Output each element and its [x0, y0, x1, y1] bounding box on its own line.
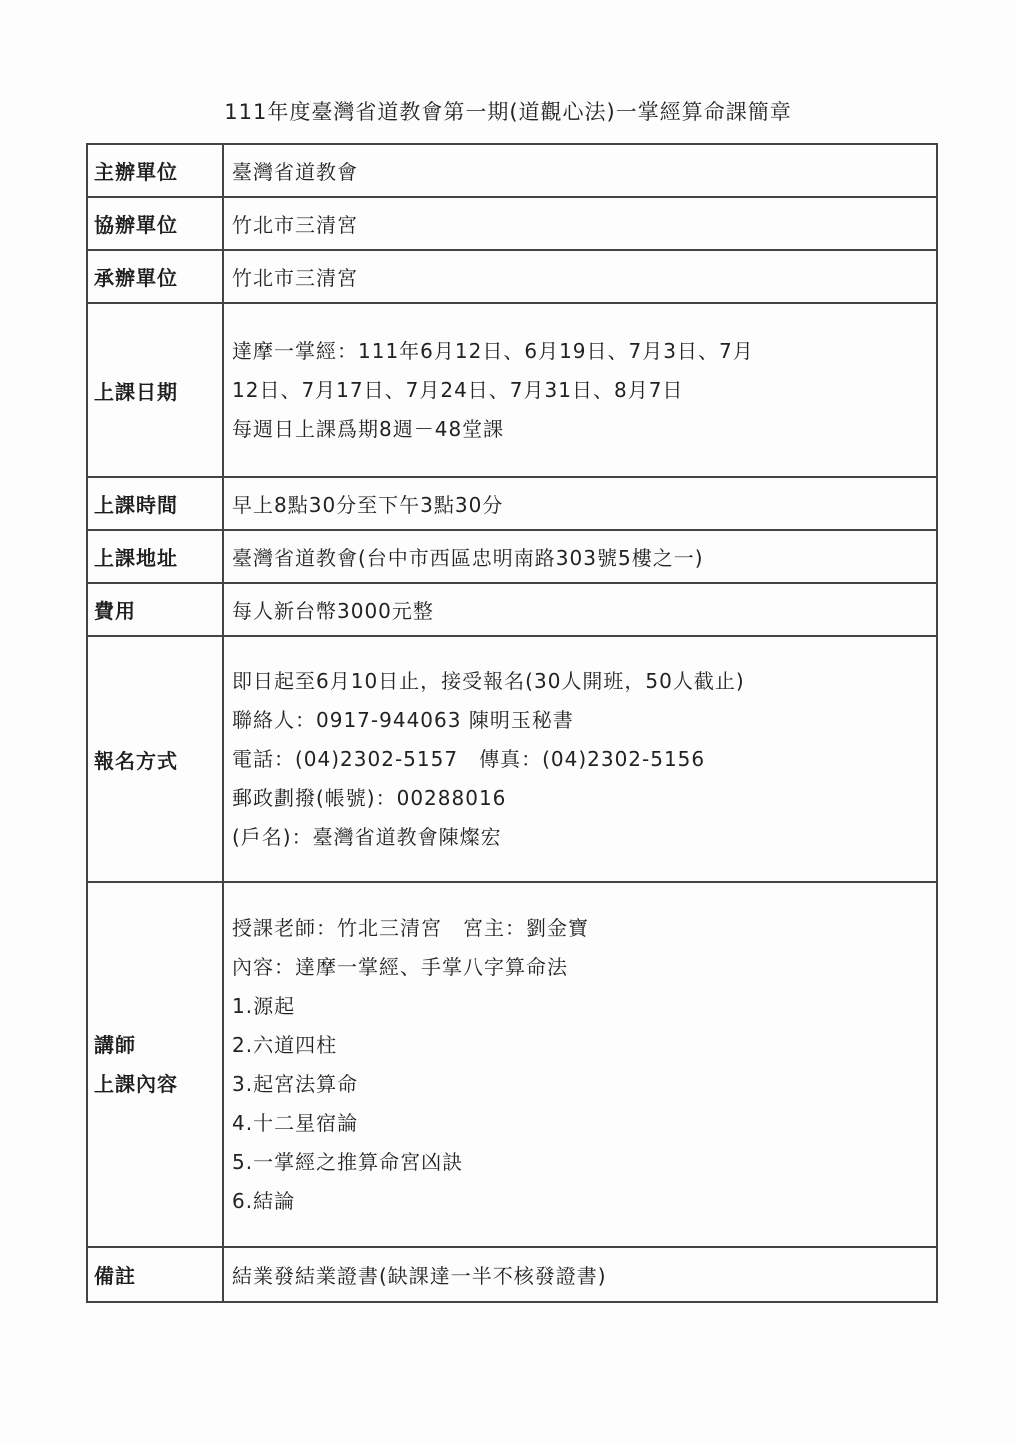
value-class-time: 早上8點30分至下午3點30分 — [223, 477, 937, 530]
value-fee: 每人新台幣3000元整 — [223, 583, 937, 636]
registration-phone-fax: 電話：(04)2302-5157 傳真：(04)2302-5156 — [232, 746, 706, 771]
registration-line: 即日起至6月10日止，接受報名(30人開班，50人截止) — [232, 668, 745, 693]
row-undertaker — [87, 250, 937, 303]
brochure-table — [86, 143, 938, 1303]
registration-contact: 聯絡人：0917-944063 陳明玉秘書 — [232, 707, 574, 732]
label-remarks: 備註 — [87, 1247, 223, 1302]
value-organizer: 臺灣省道教會 — [223, 144, 937, 197]
label-organizer: 主辦單位 — [87, 144, 223, 197]
label-fee: 費用 — [87, 583, 223, 636]
row-organizer — [87, 144, 937, 197]
label-instructor-content — [87, 882, 223, 1247]
content-item: 1.源起 — [232, 993, 296, 1018]
row-class-dates — [87, 303, 937, 477]
value-co-organizer: 竹北市三清宮 — [223, 197, 937, 250]
label-class-address: 上課地址 — [87, 530, 223, 583]
class-dates-line: 12日、7月17日、7月24日、7月31日、8月7日 — [232, 377, 684, 402]
document-title: 111年度臺灣省道教會第一期(道觀心法)一掌經算命課簡章 — [224, 100, 792, 124]
value-instructor-content — [223, 882, 937, 1247]
label-content: 上課內容 — [94, 1071, 178, 1096]
content-item: 5.一掌經之推算命宮凶訣 — [232, 1149, 464, 1174]
row-fee — [87, 583, 937, 636]
row-co-organizer — [87, 197, 937, 250]
content-item: 2.六道四柱 — [232, 1032, 338, 1057]
row-remarks — [87, 1247, 937, 1302]
row-class-time — [87, 477, 937, 530]
content-line: 內容：達摩一掌經、手掌八字算命法 — [232, 954, 568, 979]
row-class-address — [87, 530, 937, 583]
instructor-line: 授課老師：竹北三清宮 宮主：劉金寶 — [232, 915, 589, 940]
row-registration — [87, 636, 937, 882]
row-instructor-content — [87, 882, 937, 1247]
content-item: 3.起宮法算命 — [232, 1071, 359, 1096]
label-co-organizer: 協辦單位 — [87, 197, 223, 250]
class-dates-line: 每週日上課爲期8週－48堂課 — [232, 416, 505, 441]
content-item: 6.結論 — [232, 1188, 296, 1213]
label-class-time: 上課時間 — [87, 477, 223, 530]
label-instructor: 講師 — [94, 1032, 136, 1057]
value-registration — [223, 636, 937, 882]
value-remarks: 結業發結業證書(缺課達一半不核發證書) — [223, 1247, 937, 1302]
value-class-dates — [223, 303, 937, 477]
value-undertaker: 竹北市三清宮 — [223, 250, 937, 303]
label-registration: 報名方式 — [87, 636, 223, 882]
registration-account-name: (戶名)：臺灣省道教會陳燦宏 — [232, 824, 502, 849]
registration-postal-account: 郵政劃撥(帳號)：00288016 — [232, 785, 507, 810]
class-dates-line: 達摩一掌經：111年6月12日、6月19日、7月3日、7月 — [232, 338, 754, 363]
label-undertaker: 承辦單位 — [87, 250, 223, 303]
label-class-dates: 上課日期 — [87, 303, 223, 477]
value-class-address: 臺灣省道教會(台中市西區忠明南路303號5樓之一) — [223, 530, 937, 583]
content-item: 4.十二星宿論 — [232, 1110, 359, 1135]
